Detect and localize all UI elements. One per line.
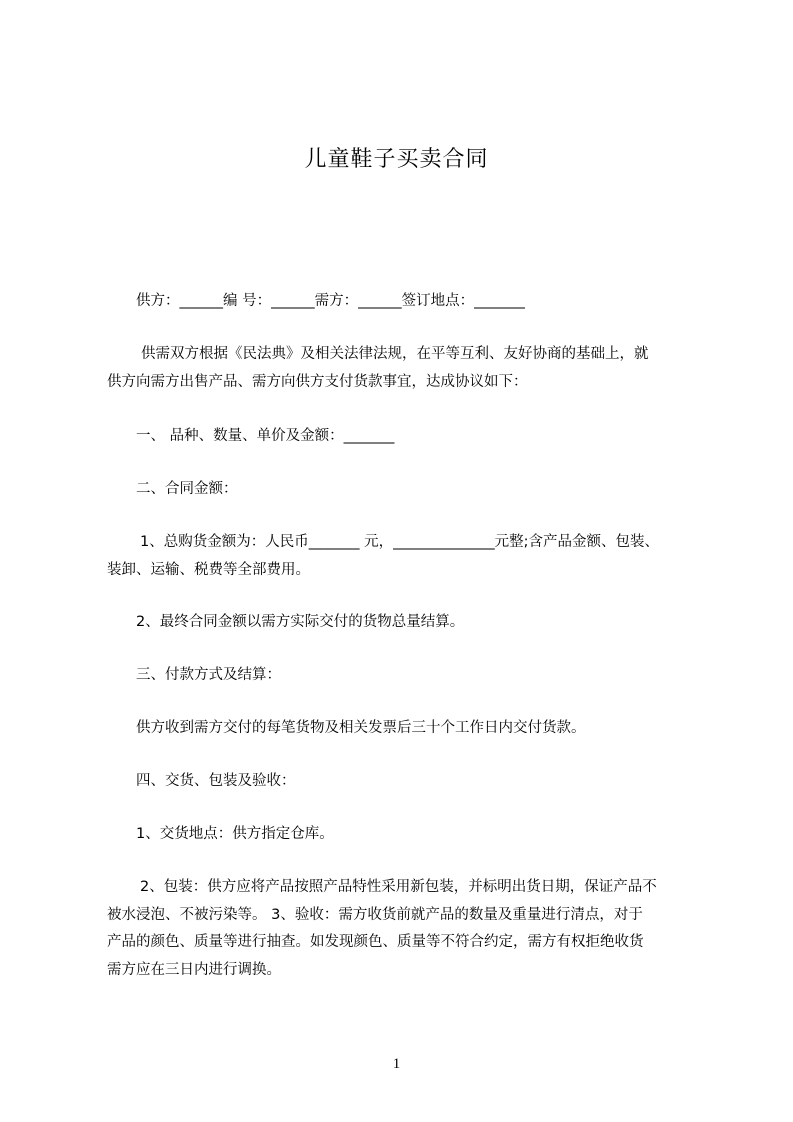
section-1-heading: 一、 品种、数量、单价及金额：_______ — [136, 428, 395, 444]
section-2-item-2: 2、最终合同金额以需方实际交付的货物总量结算。 — [136, 614, 465, 630]
section-4-item-2-line-4: 需方应在三日内进行调换。 — [107, 962, 281, 978]
section-2-item-1-line-1: 1、总购货金额为：人民币_______ 元，______________元整;含产品金额、包装、 — [140, 534, 659, 550]
section-2-item-1-line-2: 装卸、运输、税费等全部费用。 — [107, 562, 310, 578]
section-3-body: 供方收到需方交付的每笔货物及相关发票后三十个工作日内交付货款。 — [136, 720, 586, 736]
section-4-item-1: 1、交货地点：供方指定仓库。 — [136, 826, 334, 842]
section-4-item-2-line-2: 被水浸泡、不被污染等。 3、验收：需方收货前就产品的数量及重量进行清点，对于 — [107, 907, 643, 923]
intro-line-2: 供方向需方出售产品、需方向供方支付货款事宜，达成协议如下： — [107, 374, 528, 390]
section-4-item-2-line-3: 产品的颜色、质量等进行抽查。如发现颜色、质量等不符合约定，需方有权拒绝收货 — [107, 934, 644, 950]
section-4-item-2-line-1: 2、包装：供方应将产品按照产品特性采用新包装，并标明出货日期，保证产品不 — [140, 879, 657, 895]
intro-line-1: 供需双方根据《民法典》及相关法律法规，在平等互利、友好协商的基础上，就 — [141, 346, 649, 362]
section-4-heading: 四、交货、包装及验收： — [136, 773, 296, 789]
section-2-heading: 二、合同金额： — [136, 481, 238, 497]
section-3-heading: 三、付款方式及结算： — [136, 667, 281, 683]
document-title: 儿童鞋子买卖合同 — [304, 147, 489, 172]
page-number: 1 — [392, 1056, 401, 1072]
header-fields-line: 供方：______编 号：______需方：______签订地点：_______ — [136, 293, 525, 309]
